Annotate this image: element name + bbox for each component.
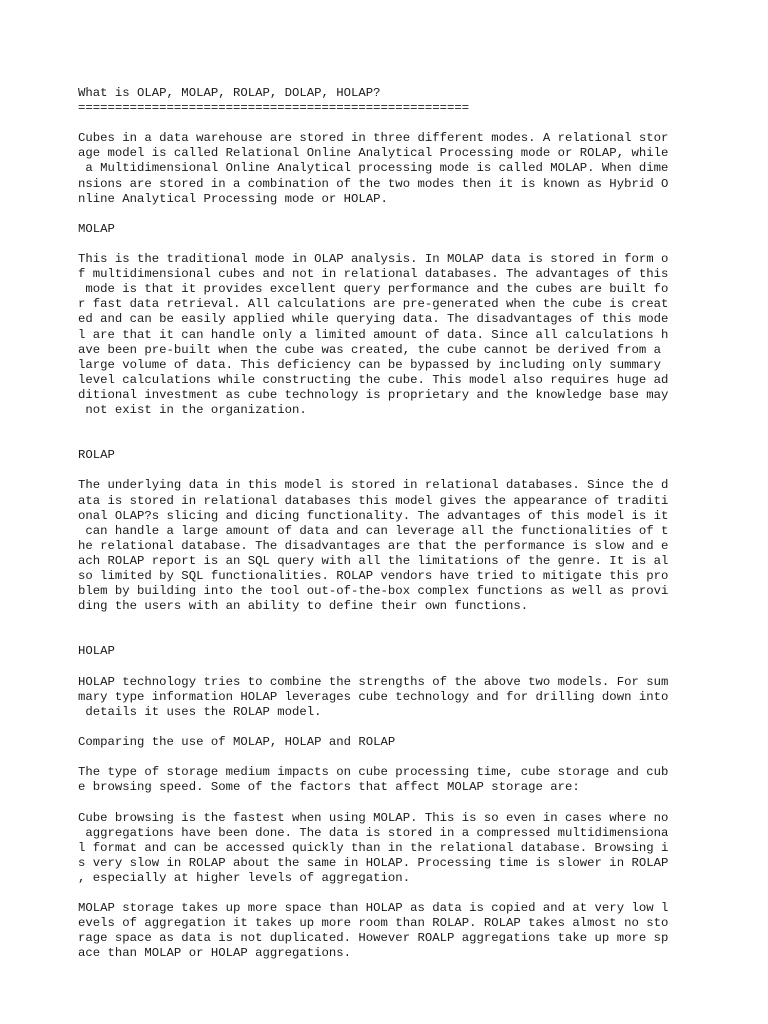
spacer: [78, 886, 728, 901]
text-line: onal OLAP?s slicing and dicing functionality. The advantages of this model is it: [78, 508, 669, 523]
section-heading-rolap: ROLAP: [78, 448, 115, 463]
text-line: Cube browsing is the fastest when using MOLAP. This is so even in cases where no: [78, 810, 669, 825]
text-line: blem by building into the tool out-of-the-box complex functions as well as provi: [78, 584, 669, 599]
document-title: What is OLAP, MOLAP, ROLAP, DOLAP, HOLAP?: [78, 86, 381, 100]
text-line: ace than MOLAP or HOLAP aggregations.: [78, 946, 352, 961]
text-line: HOLAP technology tries to combine the strengths of the above two models. For sum: [78, 674, 669, 689]
rolap-paragraph: [78, 478, 728, 614]
text-line: l are that it can handle only a limited amount of data. Since all calculations h: [78, 327, 669, 342]
section-heading-holap: HOLAP: [78, 644, 115, 659]
text-line: s very slow in ROLAP about the same in HOLAP. Processing time is slower in ROLAP: [78, 855, 669, 870]
text-line: so limited by SQL functionalities. ROLAP vendors have tried to mitigate this pro: [78, 569, 669, 583]
text-line: ach ROLAP report is an SQL query with all the limitations of the genre. It is al: [78, 553, 669, 568]
text-line: ata is stored in relational databases this model gives the appearance of traditi: [78, 493, 669, 508]
spacer: [78, 720, 728, 735]
text-line: , especially at higher levels of aggregation.: [78, 870, 411, 885]
comparison-paragraph-2: [78, 811, 728, 886]
molap-paragraph: [78, 252, 728, 418]
spacer: [78, 660, 728, 675]
spacer: [78, 418, 728, 448]
text-line: aggregations have been done. The data is stored in a compressed multidimensiona: [78, 825, 669, 840]
text-line: evels of aggregation it takes up more room than ROLAP. ROLAP takes almost no sto: [78, 916, 669, 931]
text-line: ditional investment as cube technology is proprietary and the knowledge base may: [78, 387, 669, 402]
section-heading-comparison: Comparing the use of MOLAP, HOLAP and ROLAP: [78, 735, 396, 750]
text-line: nline Analytical Processing mode or HOLAP.: [78, 191, 388, 206]
comparison-paragraph-3: [78, 901, 728, 961]
text-line: This is the traditional mode in OLAP analysis. In MOLAP data is stored in form o: [78, 252, 669, 267]
document-page: [78, 86, 728, 961]
holap-paragraph: [78, 675, 728, 720]
text-line: nsions are stored in a combination of the two modes then it is known as Hybrid O: [78, 176, 669, 191]
text-line: ed and can be easily applied while querying data. The disadvantages of this mode: [78, 312, 669, 327]
text-line: details it uses the ROLAP model.: [78, 704, 322, 719]
spacer: [78, 237, 728, 252]
text-line: not exist in the organization.: [78, 402, 307, 417]
section-heading-molap: MOLAP: [78, 221, 115, 236]
comparison-paragraph-1: [78, 765, 728, 795]
text-line: large volume of data. This deficiency can be bypassed by including only summary: [78, 357, 661, 372]
text-line: age model is called Relational Online Analytical Processing mode or ROLAP, while: [78, 146, 669, 161]
text-line: can handle a large amount of data and can leverage all the functionalities of t: [78, 523, 669, 538]
spacer: [78, 795, 728, 810]
text-line: level calculations while constructing the cube. This model also requires huge ad: [78, 372, 669, 387]
text-line: he relational database. The disadvantages are that the performance is slow and e: [78, 538, 669, 553]
text-line: The type of storage medium impacts on cube processing time, cube storage and cub: [78, 765, 669, 780]
text-line: f multidimensional cubes and not in relational databases. The advantages of this: [78, 267, 669, 282]
spacer: [78, 750, 728, 765]
text-line: e browsing speed. Some of the factors that affect MOLAP storage are:: [78, 780, 580, 795]
text-line: rage space as data is not duplicated. However ROALP aggregations take up more sp: [78, 931, 669, 946]
spacer: [78, 207, 728, 222]
text-line: The underlying data in this model is stored in relational databases. Since the d: [78, 478, 669, 493]
intro-paragraph: [78, 131, 728, 206]
text-line: mode is that it provides excellent query performance and the cubes are built fo: [78, 282, 669, 297]
text-line: ding the users with an ability to define their own functions.: [78, 599, 529, 614]
spacer: [78, 614, 728, 644]
title-underline: =====================================================: [78, 101, 470, 116]
text-line: MOLAP storage takes up more space than HOLAP as data is copied and at very low l: [78, 901, 669, 916]
text-line: ave been pre-built when the cube was created, the cube cannot be derived from a: [78, 342, 661, 357]
text-line: r fast data retrieval. All calculations are pre-generated when the cube is creat: [78, 297, 669, 312]
text-line: l format and can be accessed quickly than in the relational database. Browsing i: [78, 840, 669, 855]
text-line: Cubes in a data warehouse are stored in three different modes. A relational stor: [78, 131, 669, 146]
spacer: [78, 463, 728, 478]
text-line: a Multidimensional Online Analytical processing mode is called MOLAP. When dime: [78, 161, 669, 176]
spacer: [78, 116, 728, 131]
text-line: mary type information HOLAP leverages cube technology and for drilling down into: [78, 689, 669, 704]
